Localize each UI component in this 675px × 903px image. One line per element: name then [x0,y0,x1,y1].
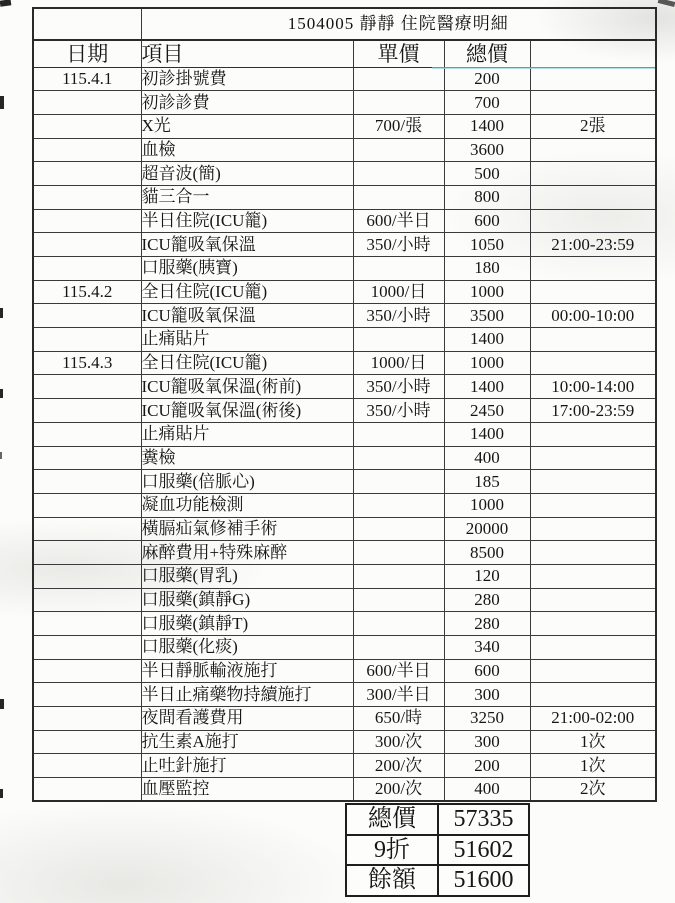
cell-note: 21:00-02:00 [530,707,656,731]
cell-item: 半日止痛藥物持續施打 [141,683,353,707]
cell-date [33,162,141,186]
scan-artifact [0,308,3,318]
cell-item: 止痛貼片 [141,328,353,352]
cell-item: 橫膈疝氣修補手術 [141,517,353,541]
cell-item: 凝血功能檢測 [141,493,353,517]
cell-item: 初診掛號費 [141,67,353,91]
cell-unit [353,612,444,636]
title-row [33,8,656,40]
cell-unit [353,564,444,588]
col-header-unit-price: 單價 [353,40,444,67]
table-row [33,351,656,375]
cell-unit [353,470,444,494]
cell-note [530,280,656,304]
cell-note: 00:00-10:00 [530,304,656,328]
cell-note: 10:00-14:00 [530,375,656,399]
cell-item: ICU籠吸氧保溫(術前) [141,375,353,399]
cell-date [33,588,141,612]
summary-label: 餘額 [346,865,438,896]
cell-total: 600 [444,209,530,233]
cell-unit: 350/小時 [353,375,444,399]
cell-unit [353,67,444,91]
table-row [33,517,656,541]
cell-unit [353,328,444,352]
cell-note [530,588,656,612]
cell-unit: 350/小時 [353,233,444,257]
cell-note [530,564,656,588]
cell-unit [353,517,444,541]
col-header-note [530,40,656,67]
cell-item: 口服藥(鎮靜G) [141,588,353,612]
cell-total: 700 [444,91,530,115]
table-row [33,564,656,588]
summary-label: 9折 [346,835,438,866]
cell-date [33,683,141,707]
cell-item: 抗生素A施打 [141,730,353,754]
cell-item: X光 [141,114,353,138]
cell-item: 止痛貼片 [141,422,353,446]
summary-table [345,803,530,897]
table-row [33,588,656,612]
table-row [33,541,656,565]
cell-item: 半日住院(ICU籠) [141,209,353,233]
cell-date [33,304,141,328]
cell-date [33,114,141,138]
scan-artifact [0,0,11,7]
cell-unit: 350/小時 [353,399,444,423]
table-row [33,138,656,162]
table-row [33,233,656,257]
summary-value: 51600 [438,865,529,896]
cell-total: 1400 [444,114,530,138]
cell-total: 1400 [444,375,530,399]
cell-date [33,233,141,257]
cell-note: 17:00-23:59 [530,399,656,423]
document-title: 1504005 靜靜 住院醫療明細 [141,8,656,40]
table-row [33,91,656,115]
cell-total: 400 [444,778,530,802]
table-row [33,280,656,304]
cell-item: 麻醉費用+特殊麻醉 [141,541,353,565]
cell-unit: 650/時 [353,707,444,731]
cell-item: 糞檢 [141,446,353,470]
cell-unit [353,91,444,115]
cell-note [530,517,656,541]
table-row [33,304,656,328]
cell-item: 全日住院(ICU籠) [141,351,353,375]
cell-date [33,541,141,565]
cell-total: 300 [444,683,530,707]
cell-note [530,91,656,115]
cell-note [530,67,656,91]
cell-date [33,659,141,683]
scan-artifact [658,0,675,7]
cell-total: 1400 [444,328,530,352]
cell-unit [353,422,444,446]
cell-total: 500 [444,162,530,186]
table-row [33,328,656,352]
cell-unit: 350/小時 [353,304,444,328]
cell-note [530,541,656,565]
table-row [33,470,656,494]
table-row [33,754,656,778]
cell-total: 3500 [444,304,530,328]
cell-total: 1000 [444,280,530,304]
cell-total: 8500 [444,541,530,565]
scan-artifact [0,389,3,398]
cell-item: 口服藥(胃乳) [141,564,353,588]
table-row [33,730,656,754]
cell-note: 1次 [530,754,656,778]
cell-item: 口服藥(鎮靜T) [141,612,353,636]
bill-rows [33,67,656,801]
table-row [33,375,656,399]
cell-note [530,209,656,233]
cell-item: 半日靜脈輸液施打 [141,659,353,683]
cell-date: 115.4.1 [33,67,141,91]
cell-note: 1次 [530,730,656,754]
cell-total: 180 [444,257,530,281]
cell-date [33,209,141,233]
cell-note [530,446,656,470]
cell-unit [353,257,444,281]
cell-date: 115.4.2 [33,280,141,304]
cell-total: 1000 [444,493,530,517]
cell-date [33,730,141,754]
cell-note [530,138,656,162]
table-row [33,209,656,233]
cell-total: 200 [444,67,530,91]
cell-item: 初診診費 [141,91,353,115]
cell-item: ICU籠吸氧保溫 [141,233,353,257]
cell-total: 185 [444,470,530,494]
cell-date [33,778,141,802]
cell-total: 2450 [444,399,530,423]
cell-note [530,257,656,281]
summary-value: 51602 [438,835,529,866]
summary-value: 57335 [438,804,529,835]
table-row [33,399,656,423]
cell-unit: 200/次 [353,778,444,802]
cell-unit [353,138,444,162]
cell-note [530,328,656,352]
header-row [33,40,656,67]
cell-date [33,446,141,470]
cell-item: 口服藥(胰寶) [141,257,353,281]
cell-item: ICU籠吸氧保溫 [141,304,353,328]
cell-total: 120 [444,564,530,588]
scan-artifact [0,96,4,109]
cell-date: 115.4.3 [33,351,141,375]
table-row [33,446,656,470]
table-row [33,493,656,517]
table-row [33,778,656,802]
table-row [33,659,656,683]
cell-date [33,493,141,517]
cell-item: 夜間看護費用 [141,707,353,731]
summary-rows [346,804,529,896]
cell-unit: 300/次 [353,730,444,754]
col-header-item: 項目 [141,40,353,67]
cell-unit [353,162,444,186]
cell-unit: 600/半日 [353,209,444,233]
table-row [33,636,656,660]
title-row-empty-cell [33,8,141,40]
cell-date [33,707,141,731]
cell-unit: 300/半日 [353,683,444,707]
cell-unit: 600/半日 [353,659,444,683]
cell-total: 600 [444,659,530,683]
cell-unit [353,636,444,660]
summary-row [346,804,529,835]
cell-date [33,636,141,660]
cell-item: 全日住院(ICU籠) [141,280,353,304]
scan-artifact [0,699,4,709]
cell-date [33,328,141,352]
cell-date [33,612,141,636]
cell-total: 1000 [444,351,530,375]
cell-total: 400 [444,446,530,470]
cell-total: 3600 [444,138,530,162]
cell-total: 3250 [444,707,530,731]
cell-total: 340 [444,636,530,660]
cell-unit [353,185,444,209]
scan-artifact [0,452,2,459]
table-row [33,114,656,138]
table-row [33,422,656,446]
cell-date [33,185,141,209]
cell-note [530,470,656,494]
cell-unit: 1000/日 [353,280,444,304]
cell-item: 口服藥(倍脈心) [141,470,353,494]
summary-row [346,865,529,896]
cell-item: 止吐針施打 [141,754,353,778]
cell-total: 20000 [444,517,530,541]
cell-item: 超音波(簡) [141,162,353,186]
table-row [33,185,656,209]
cell-note [530,162,656,186]
cell-date [33,517,141,541]
cell-note: 2張 [530,114,656,138]
cell-date [33,422,141,446]
cell-note: 21:00-23:59 [530,233,656,257]
cell-item: 口服藥(化痰) [141,636,353,660]
cell-item: 血檢 [141,138,353,162]
cell-item: ICU籠吸氧保溫(術後) [141,399,353,423]
cell-note [530,683,656,707]
cell-item: 貓三合一 [141,185,353,209]
cell-note [530,659,656,683]
cell-total: 1400 [444,422,530,446]
table-row [33,257,656,281]
cell-date [33,470,141,494]
table-row [33,707,656,731]
cell-total: 280 [444,612,530,636]
table-row [33,683,656,707]
cell-unit: 700/張 [353,114,444,138]
col-header-total-price: 總價 [444,40,530,67]
table-row [33,67,656,91]
cell-date [33,91,141,115]
cell-total: 280 [444,588,530,612]
cell-date [33,257,141,281]
cell-unit: 200/次 [353,754,444,778]
cell-total: 800 [444,185,530,209]
cell-total: 1050 [444,233,530,257]
cell-note: 2次 [530,778,656,802]
cell-note [530,612,656,636]
cell-note [530,185,656,209]
cell-total: 300 [444,730,530,754]
table-row [33,162,656,186]
cell-total: 200 [444,754,530,778]
cell-note [530,493,656,517]
cell-note [530,636,656,660]
cell-date [33,138,141,162]
summary-label: 總價 [346,804,438,835]
cell-unit [353,541,444,565]
cell-unit [353,588,444,612]
cell-note [530,351,656,375]
cell-item: 血壓監控 [141,778,353,802]
bill-table [32,7,657,802]
cell-date [33,375,141,399]
cell-unit [353,493,444,517]
cell-date [33,564,141,588]
cell-note [530,422,656,446]
col-header-date: 日期 [33,40,141,67]
table-row [33,612,656,636]
cell-unit [353,446,444,470]
summary-row [346,835,529,866]
cell-date [33,754,141,778]
cell-unit: 1000/日 [353,351,444,375]
scan-artifact [0,789,3,798]
cell-date [33,399,141,423]
